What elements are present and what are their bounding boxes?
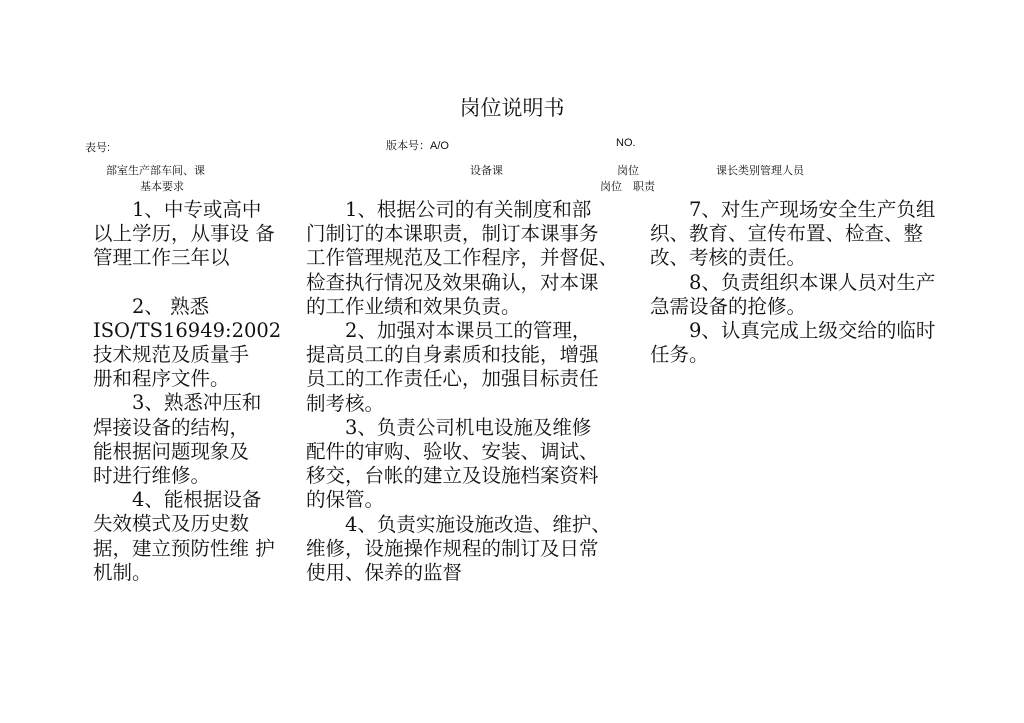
text-line: 1、根据公司的有关制度和部: [306, 198, 592, 221]
text-line: 2、 熟悉: [93, 294, 210, 318]
text-line: 3、熟悉冲压和: [93, 391, 262, 415]
text-line: 机制。: [93, 560, 152, 584]
post-label: 岗位: [617, 165, 639, 177]
text-line: 移交，台帐的建立及设施档案资料: [306, 464, 599, 488]
text-line: 失效模式及历史数: [93, 512, 250, 536]
text-line: 时进行维修。: [93, 464, 211, 488]
text-line: 使用、保养的监督: [306, 561, 463, 585]
text-line: 制考核。: [306, 391, 385, 415]
text-line: 2、加强对本课员工的管理，: [306, 319, 592, 343]
basic-requirements-label: 基本要求: [140, 181, 184, 193]
page-title: 岗位说明书: [459, 96, 565, 120]
text-line: 急需设备的抢修。: [650, 294, 807, 318]
duties-column-left: [306, 198, 641, 585]
text-line: 任务。: [650, 343, 709, 367]
post-value: 课长类别管理人员: [716, 165, 804, 177]
text-line: 1、中专或高中: [93, 198, 262, 221]
text-line: 员工的工作责任心，加强目标责任: [306, 367, 599, 391]
requirements-column: [93, 198, 293, 585]
text-line: 以上学历，从事设 备: [93, 222, 275, 246]
text-line: 管理工作三年以: [93, 246, 230, 270]
text-line: 织、教育、宣传布置、检查、整: [650, 222, 924, 246]
text-line: 配件的审购、验收、安装、调试、: [306, 440, 599, 464]
text-line: 提高员工的自身素质和技能，增强: [306, 343, 599, 367]
text-line: 4、能根据设备: [93, 488, 262, 512]
text-line: 3、负责公司机电设施及维修: [306, 415, 592, 439]
duties-column-right: [650, 198, 970, 367]
text-line: 门制订的本课职责，制订本课事务: [306, 222, 599, 246]
text-line: 技术规范及质量手: [93, 343, 250, 367]
text-line: 改、考核的责任。: [650, 246, 807, 270]
department-label: 部室生产部车间、课: [106, 165, 205, 177]
text-line: 工作管理规范及工作程序，并督促、: [306, 246, 619, 270]
section-label: 设备课: [470, 165, 503, 177]
text-line: 8、负责组织本课人员对生产: [650, 270, 936, 294]
text-line: 据，建立预防性维 护: [93, 536, 275, 560]
text-line: 检查执行情况及效果确认，对本课: [306, 270, 599, 294]
text-line: 焊接设备的结构，: [93, 415, 250, 439]
form-number-label: 表号:: [85, 142, 111, 154]
text-line: 4、负责实施设施改造、维护、: [306, 512, 611, 536]
text-line: 9、认真完成上级交给的临时: [650, 319, 936, 343]
text-line: 7、对生产现场安全生产负组: [650, 198, 936, 221]
text-line: [93, 271, 293, 295]
text-line: 能根据问题现象及: [93, 439, 250, 463]
duties-label: 岗位 职责: [600, 181, 655, 193]
text-line: 的保管。: [306, 488, 385, 512]
text-line: ISO/TS16949:2002: [93, 318, 282, 342]
number-label: NO.: [616, 137, 636, 149]
text-line: 维修，设施操作规程的制订及日常: [306, 536, 599, 560]
text-line: 册和程序文件。: [93, 367, 230, 391]
version-label: 版本号：A/O: [386, 140, 449, 152]
text-line: 的工作业绩和效果负责。: [306, 294, 521, 318]
